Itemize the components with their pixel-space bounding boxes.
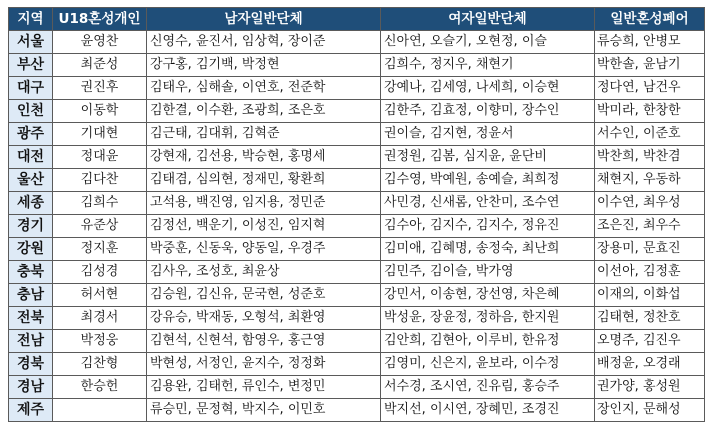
men-team-cell: 김태우, 심해솔, 이연호, 전준학 <box>147 77 381 100</box>
table-row <box>9 307 705 330</box>
u18-cell: 김성경 <box>53 261 147 284</box>
women-team-cell: 김미애, 김혜명, 송정숙, 최난희 <box>381 238 595 261</box>
women-team-cell: 사민경, 신새롬, 안찬미, 조수연 <box>381 192 595 215</box>
u18-cell: 박정웅 <box>53 330 147 353</box>
region-cell: 세종 <box>9 192 53 215</box>
men-team-cell: 박중훈, 신동욱, 양동일, 우경주 <box>147 238 381 261</box>
women-team-cell: 김영미, 신은지, 윤보라, 이수정 <box>381 353 595 376</box>
table-row <box>9 330 705 353</box>
mixed-pair-cell: 장인지, 문해성 <box>595 399 705 422</box>
men-team-cell: 김한결, 이수환, 조광희, 조은호 <box>147 100 381 123</box>
u18-cell: 허서현 <box>53 284 147 307</box>
u18-cell: 윤영찬 <box>53 31 147 54</box>
table-body <box>9 31 705 422</box>
women-team-cell: 박지선, 이시연, 장혜민, 조경진 <box>381 399 595 422</box>
mixed-pair-cell: 배정윤, 오경래 <box>595 353 705 376</box>
table-row <box>9 376 705 399</box>
mixed-pair-cell: 박미라, 한창한 <box>595 100 705 123</box>
mixed-pair-cell: 정다연, 남건우 <box>595 77 705 100</box>
region-cell: 강원 <box>9 238 53 261</box>
region-cell: 경기 <box>9 215 53 238</box>
mixed-pair-cell: 서수인, 이준호 <box>595 123 705 146</box>
u18-cell: 정대윤 <box>53 146 147 169</box>
mixed-pair-cell: 김태현, 정찬호 <box>595 307 705 330</box>
women-team-cell: 신아연, 오슬기, 오현정, 이슬 <box>381 31 595 54</box>
table-row <box>9 284 705 307</box>
region-cell: 경북 <box>9 353 53 376</box>
men-team-cell: 김현석, 신현석, 함영우, 홍근영 <box>147 330 381 353</box>
region-cell: 충북 <box>9 261 53 284</box>
region-cell: 인천 <box>9 100 53 123</box>
men-team-cell: 김태겸, 심의현, 정재민, 황환희 <box>147 169 381 192</box>
header-region: 지역 <box>9 8 53 31</box>
women-team-cell: 서수경, 조시연, 진유림, 홍승주 <box>381 376 595 399</box>
u18-cell: 최준성 <box>53 54 147 77</box>
mixed-pair-cell: 권가양, 홍성원 <box>595 376 705 399</box>
header-men: 남자일반단체 <box>147 8 381 31</box>
table-row <box>9 123 705 146</box>
mixed-pair-cell: 채현지, 우동하 <box>595 169 705 192</box>
mixed-pair-cell: 이선아, 김정훈 <box>595 261 705 284</box>
women-team-cell: 김희수, 정지우, 채현기 <box>381 54 595 77</box>
table-row <box>9 399 705 422</box>
u18-cell: 김희수 <box>53 192 147 215</box>
region-cell: 제주 <box>9 399 53 422</box>
men-team-cell: 강유승, 박재동, 오형석, 최환영 <box>147 307 381 330</box>
mixed-pair-cell: 오명주, 김진우 <box>595 330 705 353</box>
u18-cell: 권진후 <box>53 77 147 100</box>
men-team-cell: 김용완, 김태헌, 류인수, 변정민 <box>147 376 381 399</box>
region-cell: 전남 <box>9 330 53 353</box>
u18-cell: 정지훈 <box>53 238 147 261</box>
women-team-cell: 김수영, 박예원, 송예슬, 최희정 <box>381 169 595 192</box>
u18-cell: 최경서 <box>53 307 147 330</box>
u18-cell: 한승헌 <box>53 376 147 399</box>
region-cell: 경남 <box>9 376 53 399</box>
region-cell: 대전 <box>9 146 53 169</box>
mixed-pair-cell: 박한솔, 윤남기 <box>595 54 705 77</box>
u18-cell: 유준상 <box>53 215 147 238</box>
region-cell: 광주 <box>9 123 53 146</box>
table-row <box>9 77 705 100</box>
mixed-pair-cell: 조은진, 최우수 <box>595 215 705 238</box>
u18-cell: 김찬형 <box>53 353 147 376</box>
men-team-cell: 신영수, 윤진서, 임상혁, 장이준 <box>147 31 381 54</box>
region-cell: 충남 <box>9 284 53 307</box>
header-mixed: 일반혼성페어 <box>595 8 705 31</box>
mixed-pair-cell: 이재의, 이화섭 <box>595 284 705 307</box>
table-row <box>9 31 705 54</box>
women-team-cell: 강예나, 김세영, 나세희, 이승현 <box>381 77 595 100</box>
women-team-cell: 김민주, 김이슬, 박가영 <box>381 261 595 284</box>
table-row <box>9 54 705 77</box>
table-row <box>9 261 705 284</box>
u18-cell: 이동학 <box>53 100 147 123</box>
women-team-cell: 김수아, 김지수, 김지수, 정유진 <box>381 215 595 238</box>
men-team-cell: 김승원, 김신유, 문국현, 성준호 <box>147 284 381 307</box>
region-cell: 서울 <box>9 31 53 54</box>
table-row <box>9 146 705 169</box>
women-team-cell: 권이슬, 김지현, 정윤서 <box>381 123 595 146</box>
header-women: 여자일반단체 <box>381 8 595 31</box>
women-team-cell: 권정원, 김봄, 심지윤, 윤단비 <box>381 146 595 169</box>
table-row <box>9 169 705 192</box>
results-table-container <box>8 7 705 422</box>
men-team-cell: 박현성, 서정인, 윤지수, 정정화 <box>147 353 381 376</box>
header-row <box>9 8 705 31</box>
region-cell: 울산 <box>9 169 53 192</box>
men-team-cell: 김근태, 김대휘, 김혁준 <box>147 123 381 146</box>
table-row <box>9 238 705 261</box>
women-team-cell: 박성윤, 장윤정, 정하음, 한지원 <box>381 307 595 330</box>
men-team-cell: 김정선, 백운기, 이성진, 임지혁 <box>147 215 381 238</box>
table-row <box>9 215 705 238</box>
region-cell: 부산 <box>9 54 53 77</box>
men-team-cell: 김사우, 조성호, 최윤상 <box>147 261 381 284</box>
mixed-pair-cell: 이수연, 최우성 <box>595 192 705 215</box>
u18-cell: 김다찬 <box>53 169 147 192</box>
women-team-cell: 강민서, 이송현, 장선영, 차은혜 <box>381 284 595 307</box>
table-row <box>9 100 705 123</box>
table-row <box>9 353 705 376</box>
region-cell: 전북 <box>9 307 53 330</box>
mixed-pair-cell: 박찬희, 박찬겸 <box>595 146 705 169</box>
men-team-cell: 고석용, 백진영, 임지용, 정민준 <box>147 192 381 215</box>
mixed-pair-cell: 장용미, 문효진 <box>595 238 705 261</box>
mixed-pair-cell: 류승희, 안병모 <box>595 31 705 54</box>
men-team-cell: 강구홍, 김기백, 박정현 <box>147 54 381 77</box>
results-table <box>8 7 705 422</box>
header-u18: U18혼성개인 <box>53 8 147 31</box>
table-row <box>9 192 705 215</box>
women-team-cell: 김안희, 김현아, 이루비, 한유정 <box>381 330 595 353</box>
u18-cell: 기대현 <box>53 123 147 146</box>
men-team-cell: 강현재, 김선용, 박승현, 홍명세 <box>147 146 381 169</box>
women-team-cell: 김한주, 김효정, 이향미, 장수인 <box>381 100 595 123</box>
u18-cell <box>53 399 147 422</box>
men-team-cell: 류승민, 문정혁, 박지수, 이민호 <box>147 399 381 422</box>
region-cell: 대구 <box>9 77 53 100</box>
